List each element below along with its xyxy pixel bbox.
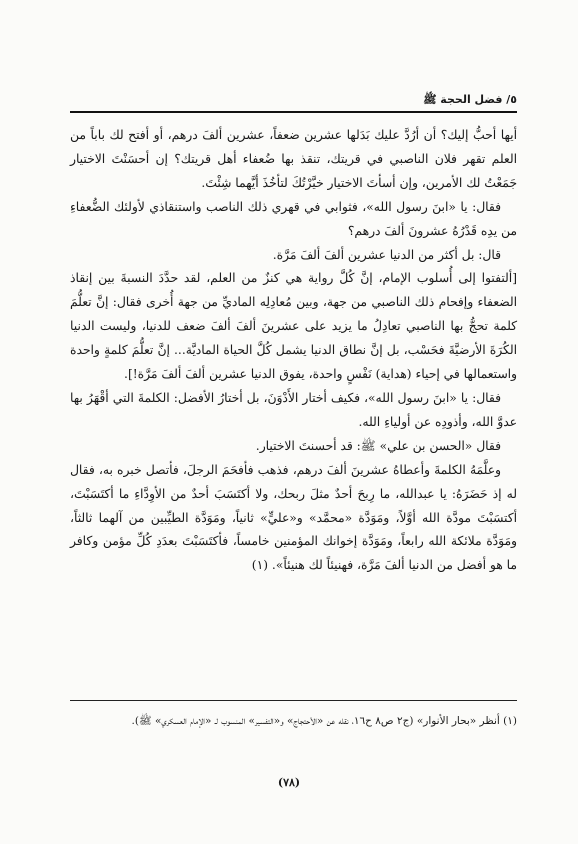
footnote: (١) أنظر «بحار الأنوار» (ج٢ ص٨ ح١٦، نقله عن «الأحتجاج» و«التفسير» المنسوب لـ «الإمام العسكري» ﷺ). [131, 715, 517, 727]
paragraph: قال: بل أكثر من الدنيا عشرين ألفَ ألفَ مَرَّة. [272, 247, 501, 262]
running-header [70, 92, 517, 114]
footnote-rule [70, 700, 517, 701]
page-number: (٧٨) [277, 776, 301, 789]
paragraph: فقال: يا «ابنَ رسول الله»، فثوابي في قهري ذلك الناصب واستنقاذي لأولئك الضُّعفاءِ من يدِه قَدْرُهُ عشرونَ ألفَ درهم؟ [70, 199, 517, 238]
main-text [70, 124, 517, 578]
header-rule [70, 111, 517, 113]
paragraph: أيها أحبُّ إليك؟ أن أرُدَّ عليك بَدَلها عشرين ضعفاً، عشرين ألفَ درهم، أو أفتح لك باباً من العلم تقهر فلان الناصبي في قريتك، تنقذ بها ضُعفاء أهل قريتك؟ إن أحسَنْتَ الاختيار جَمَعْتُ لك الأمرين، وإن أسأتَ الاختيار خيَّرْتُكَ لتأخُذَ أيَّهما شِئْتَ. [70, 128, 517, 190]
paragraph: وعلَّمَهُ الكلمةَ وأعطاهُ عشرينَ ألفَ درهم، فذهب فأفحَمَ الرجلَ، فأتصل خبره به، فقال له إذ حَضَرَهُ: يا عبدالله، ما رِبحَ أحدٌ مثلَ ربحك، ولا أكتَسَبَ أحدٌ من الأوِدَّاءِ ما أكتَسَبْتَ، أكتسَبْتَ مودَّة الله أوَّلاً، ومَوَدَّة «محمَّد» و«عليٍّ» ثانياً، ومَوَدَّة الطيِّبين من آلهما ثالثاً، ومَوَدَّة ملائكة الله رابعاً، ومَوَدَّة إخوانك المؤمنين خامساً، فأكتَسَبْتَ بعدَدِ كُلِّ مؤمن وكافر ما هو أفضل من الدنيا ألفَ مَرَّة، فهنيئاً لك هنيئاً». (١) [70, 462, 517, 573]
header-title: ٥/ فضل الحجة ﷺ [423, 93, 517, 106]
paragraph: فقال «الحسن بن علي» ﷺ: قد أحسنتَ الاختيار. [255, 438, 501, 453]
paragraph: [ألتفتوا إلى أُسلوب الإمام، إنَّ كُلَّ رواية هي كنزٌ من العلم، لقد حدَّدَ النسبةَ بين إنقاذ الضعفاء وإفحام ذلك الناصبي من جهة، وبين مُعادِلِه الماديِّ من جهة أُخرى فقال: إنَّ تعلُّمَ كلمة تحجُّ بها الناصبي تعادِلُ ما يزيد على عشرينَ ألفَ ألفَ ضعف للدنيا، وليست الدنيا الكُرَةَ الأرضيَّةَ فحَسْب، بل إنَّ نطاق الدنيا يشمل كُلَّ الحياة الماديَّة... إنَّ تعلُّمَ كلمةٍ واحدة واستعمالها في إحياء (هداية) نَفْسٍ واحدة، يفوق الدنيا عشرين ألفَ ألفَ مَرَّة!]. [70, 271, 517, 382]
paragraph: فقال: يا «ابنَ رسول الله»، فكيف أختار الأَدْوَنَ، بل أختارُ الأفضل: الكلمةَ التي أقْهَرُ بها عدوَّ الله، وأذودِه عن أولياءِ الله. [70, 390, 517, 429]
